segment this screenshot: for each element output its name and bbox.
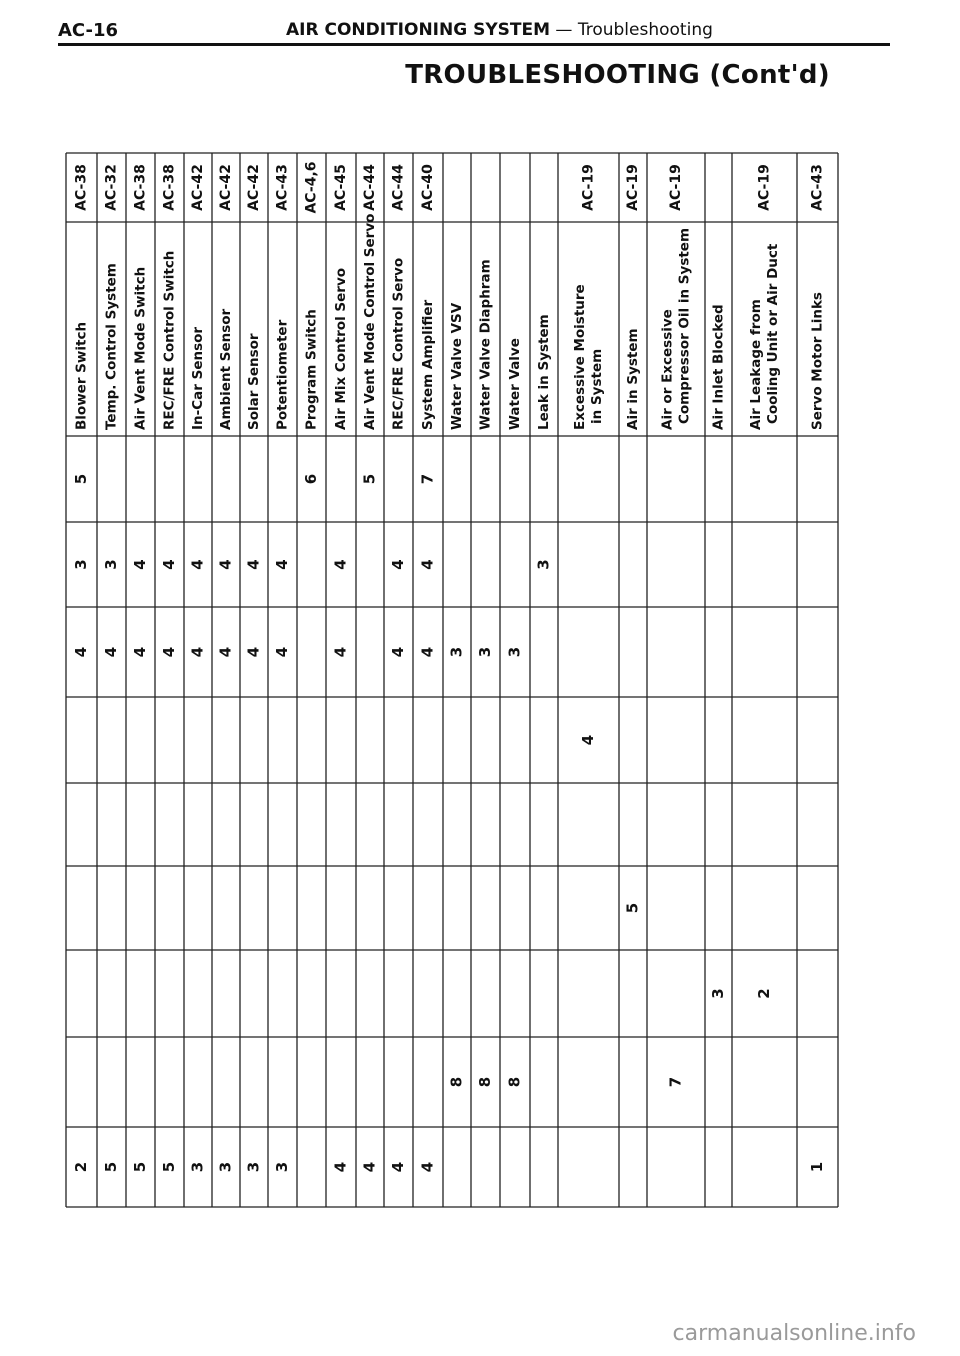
ref-5: AC-42 (218, 164, 234, 211)
table-cells (72, 161, 826, 1172)
value-11-2: 4 (389, 646, 407, 658)
value-13-2: 3 (447, 646, 466, 658)
ref-4: AC-42 (190, 164, 206, 211)
value-8-0: 6 (302, 473, 320, 485)
ref-17: AC-19 (580, 164, 597, 211)
component-19-0: Air or Excessive (659, 309, 676, 430)
value-6-2: 4 (244, 646, 263, 658)
component-17-0: Excessive Moisture (572, 284, 588, 430)
ref-9: AC-45 (333, 164, 349, 211)
component-11-0: REC/FRE Control Servo (390, 257, 407, 430)
component-18-0: Air in System (625, 328, 641, 430)
watermark: carmanualsonline.info (672, 1321, 916, 1346)
value-7-2: 4 (273, 646, 291, 658)
value-5-2: 4 (216, 646, 235, 658)
ref-11: AC-44 (390, 164, 407, 211)
component-21-0: Air Leakage from (748, 299, 764, 430)
component-12-0: System Amplifier (420, 299, 436, 430)
value-2-8: 5 (131, 1161, 149, 1173)
value-20-6: 3 (709, 988, 727, 999)
value-3-8: 5 (160, 1161, 178, 1173)
ref-8: AC-4,6 (303, 161, 320, 214)
value-5-1: 4 (216, 559, 235, 570)
component-0-0: Blower Switch (73, 321, 90, 430)
value-0-2: 4 (72, 646, 90, 658)
value-5-8: 3 (216, 1161, 235, 1173)
value-12-8: 4 (418, 1161, 437, 1173)
value-12-1: 4 (418, 559, 437, 570)
value-2-1: 4 (131, 559, 149, 570)
value-6-8: 3 (244, 1161, 263, 1173)
component-19-1: Compressor Oil in System (676, 227, 693, 424)
component-22-0: Servo Motor Links (809, 292, 826, 430)
ref-22: AC-43 (809, 164, 826, 211)
page-number: AC-16 (58, 20, 119, 41)
component-15-0: Water Valve (507, 338, 523, 430)
value-12-0: 7 (418, 473, 437, 485)
header-separator: — (550, 20, 578, 40)
component-13-0: Water Valve VSV (449, 302, 465, 430)
value-11-8: 4 (389, 1161, 407, 1173)
value-17-3: 4 (579, 734, 597, 746)
value-10-8: 4 (360, 1161, 379, 1173)
ref-21: AC-19 (756, 164, 773, 211)
value-2-2: 4 (131, 646, 149, 658)
value-9-8: 4 (331, 1161, 350, 1173)
value-1-8: 5 (102, 1161, 120, 1173)
component-10-0: Air Vent Mode Control Servo (362, 213, 378, 430)
component-8-0: Program Switch (303, 309, 320, 430)
component-14-0: Water Valve Diaphram (477, 259, 494, 430)
value-0-8: 2 (72, 1161, 90, 1173)
ref-7: AC-43 (274, 164, 291, 211)
component-16-0: Leak in System (536, 314, 552, 430)
component-17-1: in System (589, 348, 605, 424)
value-13-7: 8 (447, 1076, 466, 1088)
section-title: TROUBLESHOOTING (Cont'd) (405, 60, 830, 90)
value-12-2: 4 (418, 646, 437, 658)
component-4-0: In-Car Sensor (190, 326, 206, 430)
component-9-0: Air Mix Control Servo (333, 267, 349, 430)
value-7-8: 3 (273, 1161, 291, 1173)
component-2-0: Air Vent Mode Switch (132, 266, 149, 430)
ref-0: AC-38 (73, 164, 90, 211)
value-14-2: 3 (476, 646, 494, 658)
ref-3: AC-38 (161, 164, 178, 211)
component-21-1: Cooling Unit or Air Duct (765, 243, 781, 424)
ref-6: AC-42 (246, 164, 262, 211)
component-6-0: Solar Sensor (246, 333, 262, 430)
value-15-2: 3 (505, 646, 524, 658)
component-7-0: Potentiometer (274, 319, 291, 430)
header-section: Troubleshooting (577, 20, 713, 40)
ref-19: AC-19 (668, 164, 684, 211)
value-1-1: 3 (102, 559, 120, 570)
value-3-2: 4 (160, 646, 178, 658)
value-4-2: 4 (188, 646, 207, 658)
component-5-0: Ambient Sensor (218, 308, 234, 430)
value-11-1: 4 (389, 559, 407, 570)
value-19-7: 7 (666, 1076, 685, 1088)
ref-18: AC-19 (625, 164, 641, 211)
value-22-8: 1 (808, 1161, 826, 1173)
component-20-0: Air Inlet Blocked (710, 304, 727, 430)
component-3-0: REC/FRE Control Switch (161, 250, 178, 430)
value-18-5: 5 (623, 902, 642, 914)
value-10-0: 5 (360, 473, 379, 485)
header-system: AIR CONDITIONING SYSTEM (286, 20, 551, 40)
value-9-1: 4 (331, 559, 350, 570)
value-6-1: 4 (244, 559, 263, 570)
value-15-7: 8 (505, 1076, 524, 1088)
ref-10: AC-44 (362, 164, 378, 211)
value-0-1: 3 (72, 559, 90, 570)
value-16-1: 3 (534, 559, 553, 570)
value-1-2: 4 (102, 646, 120, 658)
ref-12: AC-40 (420, 164, 436, 211)
ref-2: AC-38 (132, 164, 149, 211)
value-4-8: 3 (188, 1161, 207, 1173)
value-7-1: 4 (273, 559, 291, 570)
value-3-1: 4 (160, 559, 178, 570)
value-14-7: 8 (476, 1076, 494, 1088)
value-4-1: 4 (188, 559, 207, 570)
value-21-6: 2 (755, 988, 773, 999)
value-0-0: 5 (72, 473, 90, 485)
ref-1: AC-32 (103, 164, 120, 211)
value-9-2: 4 (331, 646, 350, 658)
component-1-0: Temp. Control System (103, 263, 120, 430)
